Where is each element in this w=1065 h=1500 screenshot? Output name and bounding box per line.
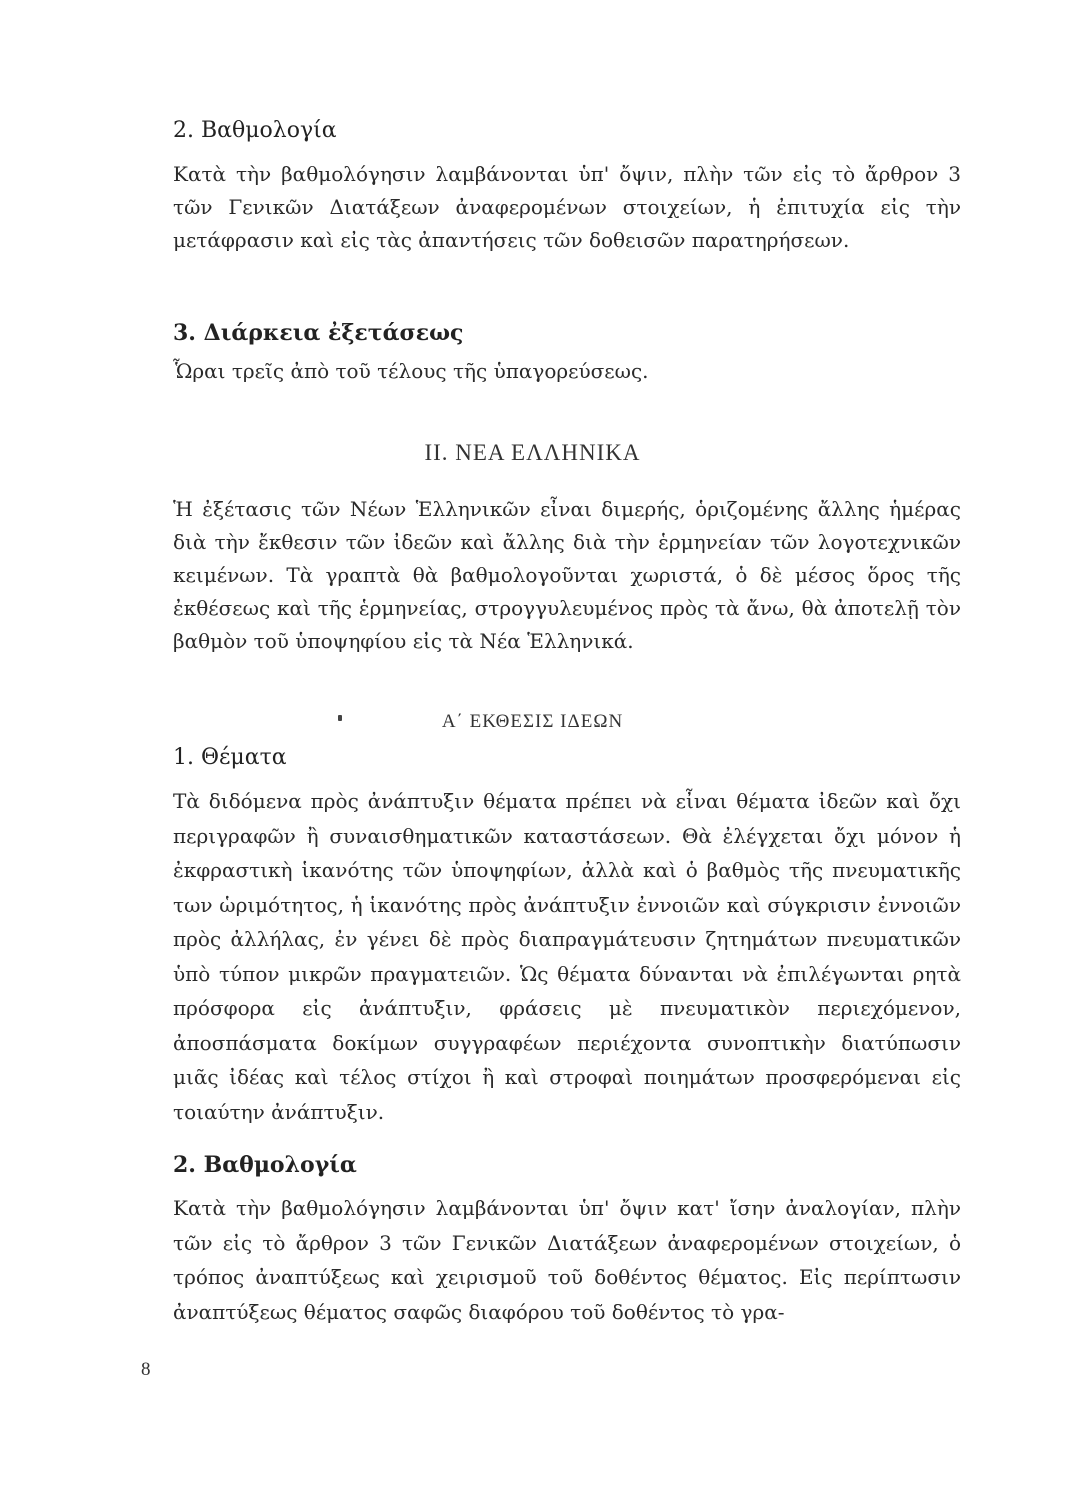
heading-topics: 1. Θέματα — [173, 745, 287, 770]
paragraph-grading-latin: Κατὰ τὴν βαθμολόγησιν λαμβάνονται ὑπ' ὄψιν, πλὴν τῶν εἰς τὸ ἄρθρον 3 τῶν Γενικῶν Διατάξεων ἀναφερομένων στοιχείων, ἡ ἐπιτυχία εἰς τὴν μετάφρασιν καὶ εἰς τὰς ἀπαντήσεις τῶν δοθεισῶν παρατηρήσεων. — [173, 162, 961, 252]
heading-exam-duration: 3. Διάρκεια ἐξετάσεως — [173, 320, 464, 346]
paragraph-modern-greek-intro: Ἡ ἐξέτασις τῶν Νέων Ἑλληνικῶν εἶναι διμερής, ὁριζομένης ἄλλης ἡμέρας διὰ τὴν ἔκθεσιν τῶν ἰδεῶν καὶ ἄλλης διὰ τὴν ἑρμηνείαν τῶν λογοτεχνικῶν κειμένων. Τὰ γραπτὰ θὰ βαθμολογοῦνται χωριστά, ὁ δὲ μέσος ὅρος τῆς ἐκθέσεως καὶ τῆς ἑρμηνείας, στρογγυλευμένος πρὸς τὰ ἄνω, θὰ ἀποτελῇ τὸν βαθμὸν τοῦ ὑποψηφίου εἰς τὰ Νέα Ἑλληνικά. — [173, 497, 961, 653]
paragraph-topics: Τὰ διδόμενα πρὸς ἀνάπτυξιν θέματα πρέπει νὰ εἶναι θέματα ἰδεῶν καὶ ὄχι περιγραφῶν ἢ συναισθηματικῶν καταστάσεων. Θὰ ἐλέγχεται ὄχι μόνον ἡ ἐκφραστικὴ ἱκανότης τῶν ὑποψηφίων, ἀλλὰ καὶ ὁ βαθμὸς τῆς πνευματικῆς των ὡριμότητος, ἡ ἱκανότης πρὸς ἀνάπτυξιν ἐννοιῶν καὶ σύγκρισιν ἐννοιῶν πρὸς ἀλλήλας, ἐν γένει δὲ πρὸς διαπραγμάτευσιν ζητημάτων πνευματικῶν ὑπὸ τύπον μικρῶν πραγματειῶν. Ὡς θέματα δύνανται νὰ ἐπιλέγωνται ρητὰ πρόσφορα εἰς ἀνάπτυξιν, φράσεις μὲ πνευματικὸν περιεχόμενον, ἀποσπάσματα δοκίμων συγγραφέων περιέχοντα συνοπτικὴν διατύπωσιν μιᾶς ἰδέας καὶ τέλος στίχοι ἢ καὶ στροφαὶ ποιημάτων προσφερόμεναι εἰς τοιαύτην ἀνάπτυξιν. — [173, 789, 961, 1124]
paragraph-exam-duration: Ὧραι τρεῖς ἀπὸ τοῦ τέλους τῆς ὑπαγορεύσεως. — [173, 359, 649, 383]
heading-grading-latin: 2. Βαθμολογία — [173, 118, 337, 143]
heading-grading-essay: 2. Βαθμολογία — [173, 1152, 357, 1178]
paragraph-grading-essay: Κατὰ τὴν βαθμολόγησιν λαμβάνονται ὑπ' ὄψιν κατ' ἴσην ἀναλογίαν, πλὴν τῶν εἰς τὸ ἄρθρον 3 τῶν Γενικῶν Διατάξεων ἀναφερομένων στοιχείων, ὁ τρόπος ἀναπτύξεως καὶ χειρισμοῦ τοῦ δοθέντος θέματος. Εἰς περίπτωσιν ἀναπτύξεως θέματος σαφῶς διαφόρου τοῦ δοθέντος τὸ γρα- — [173, 1196, 961, 1324]
subsection-title-essay: Α΄ ΕΚΘΕΣΙΣ ΙΔΕΩΝ — [441, 711, 624, 732]
section-title-modern-greek: II. ΝΕΑ ΕΛΛΗΝΙΚΑ — [424, 440, 641, 465]
page-number: 8 — [141, 1359, 151, 1380]
